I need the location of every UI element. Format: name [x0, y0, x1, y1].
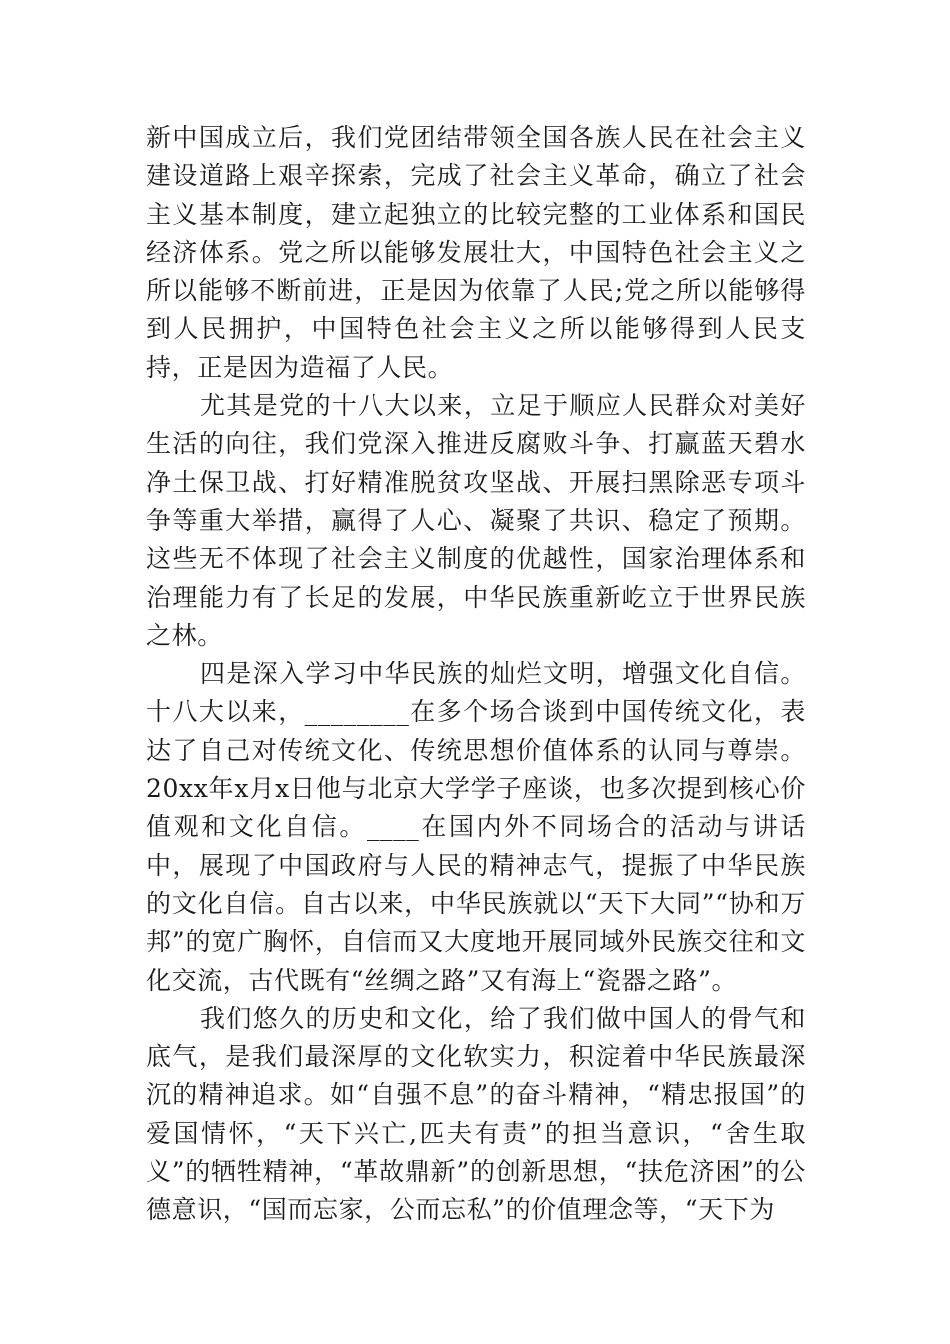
paragraph-1: 新中国成立后，我们党团结带领全国各族人民在社会主义建设道路上艰辛探索，完成了社会主义革命，确立了社会主义基本制度，建立起独立的比较完整的工业体系和国民经济体系。党之所以能够发展壮大，中国特色社会主义之所以能够不断前进，正是因为依靠了人民;党之所以能够得到人民拥护，中国特色社会主义之所以能够得到人民支持，正是因为造福了人民。: [146, 123, 806, 382]
document-body: [146, 119, 806, 1230]
paragraph-3: 四是深入学习中华民族的灿烂文明，增强文化自信。十八大以来，________在多个场合谈到中国传统文化，表达了自己对传统文化、传统思想价值体系的认同与尊崇。20xx年x月x日他与北京大学学子座谈，也多次提到核心价值观和文化自信。____在国内外不同场合的活动与讲话中，展现了中国政府与人民的精神志气，提振了中华民族的文化自信。自古以来，中华民族就以“天下大同”“协和万邦”的宽广胸怀，自信而又大度地开展同域外民族交往和文化交流，古代既有“丝绸之路”又有海上“瓷器之路”。: [146, 659, 806, 995]
paragraph-2: 尤其是党的十八大以来，立足于顺应人民群众对美好生活的向往，我们党深入推进反腐败斗争、打赢蓝天碧水净土保卫战、打好精准脱贫攻坚战、开展扫黑除恶专项斗争等重大举措，赢得了人心、凝聚了共识、稳定了预期。这些无不体现了社会主义制度的优越性，国家治理体系和治理能力有了长足的发展，中华民族重新屹立于世界民族之林。: [146, 391, 806, 650]
paragraph-4: 我们悠久的历史和文化，给了我们做中国人的骨气和底气，是我们最深厚的文化软实力，积淀着中华民族最深沉的精神追求。如“自强不息”的奋斗精神，“精忠报国”的爱国情怀，“天下兴亡,匹夫有责”的担当意识，“舍生取义”的牺牲精神，“革故鼎新”的创新思想，“扶危济困”的公德意识，“国而忘家，公而忘私”的价值理念等，“天下为: [146, 1003, 806, 1225]
